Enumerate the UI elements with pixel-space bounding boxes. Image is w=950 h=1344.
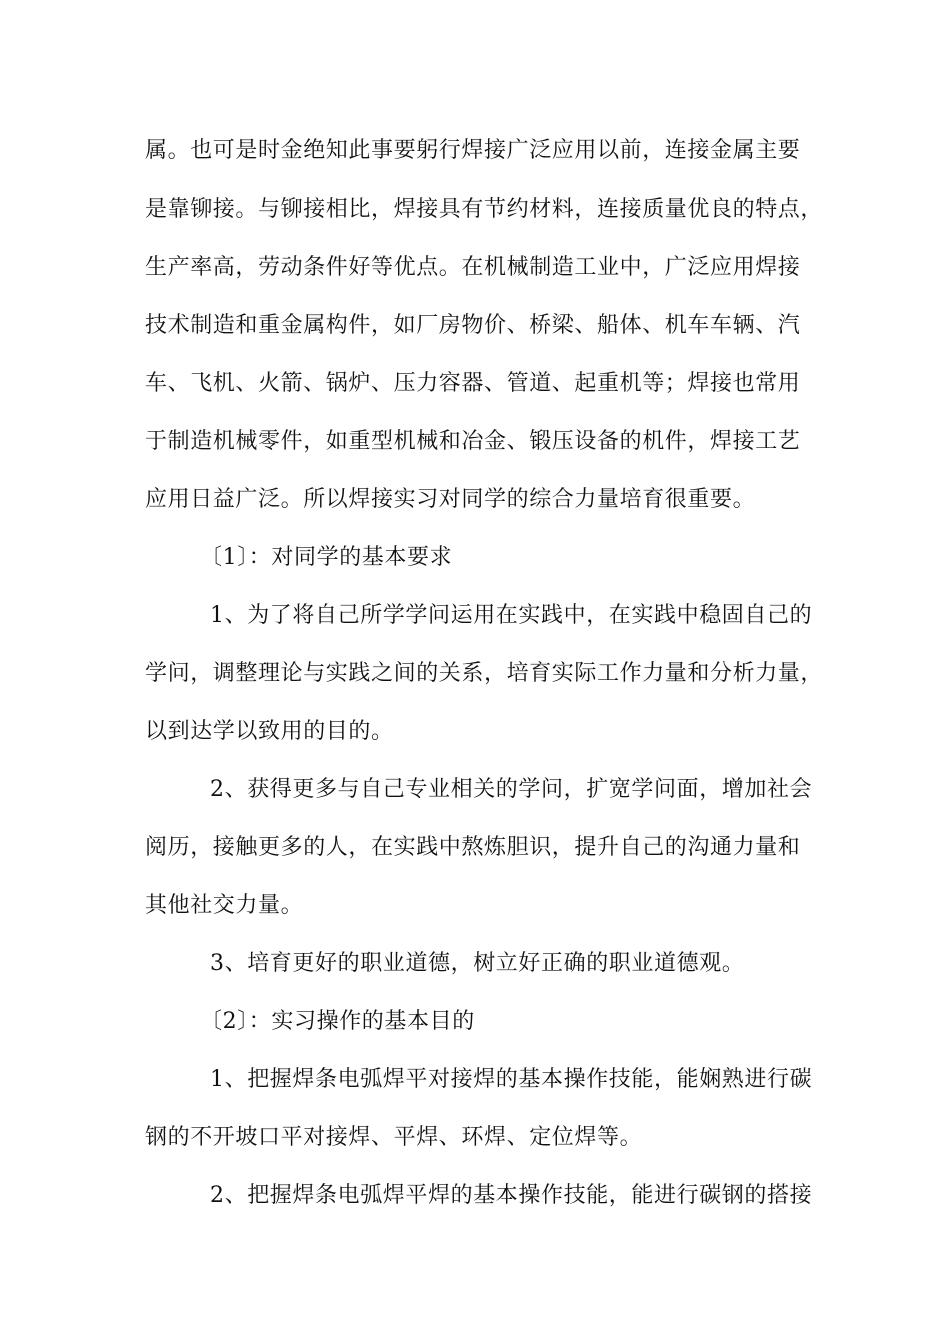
paragraph-line: 钢的不开坡口平对接焊、平焊、环焊、定位焊等。 [145, 1125, 643, 1150]
list-item-line: 1、为了将自己所学学问运用在实践中，在实践中稳固自己的 [210, 603, 813, 628]
list-item-line: 3、培育更好的职业道德，树立好正确的职业道德观。 [210, 951, 745, 976]
paragraph-line: 车、飞机、火箭、锅炉、压力容器、管道、起重机等；焊接也常用 [145, 371, 801, 396]
list-item-line: 1、把握焊条电弧焊平对接焊的基本操作技能，能娴熟进行碳 [210, 1067, 813, 1092]
paragraph-line: 其他社交力量。 [145, 893, 304, 918]
section-heading: 〔1〕：对同学的基本要求 [200, 545, 453, 570]
paragraph-line: 学问，调整理论与实践之间的关系，培育实际工作力量和分析力量， [145, 661, 824, 686]
list-item-line: 2、获得更多与自己专业相关的学问，扩宽学问面，增加社会 [210, 777, 813, 802]
paragraph-line: 技术制造和重金属构件，如厂房物价、桥梁、船体、机车车辆、汽 [145, 313, 801, 338]
paragraph-line: 阅历，接触更多的人，在实践中熬炼胆识，提升自己的沟通力量和 [145, 835, 801, 860]
section-heading: 〔2〕：实习操作的基本目的 [200, 1009, 475, 1034]
paragraph-line: 生产率高，劳动条件好等优点。在机械制造工业中，广泛应用焊接 [145, 255, 801, 280]
paragraph-line: 应用日益广泛。所以焊接实习对同学的综合力量培育很重要。 [145, 487, 756, 512]
list-item-line: 2、把握焊条电弧焊平焊的基本操作技能，能进行碳钢的搭接 [210, 1183, 813, 1208]
paragraph-line: 以到达学以致用的目的。 [145, 719, 394, 744]
paragraph-line: 于制造机械零件，如重型机械和冶金、锻压设备的机件，焊接工艺 [145, 429, 801, 454]
paragraph-line: 属。也可是时金绝知此事要躬行焊接广泛应用以前，连接金属主要 [145, 138, 801, 163]
paragraph-line: 是靠铆接。与铆接相比，焊接具有节约材料，连接质量优良的特点， [145, 197, 824, 222]
